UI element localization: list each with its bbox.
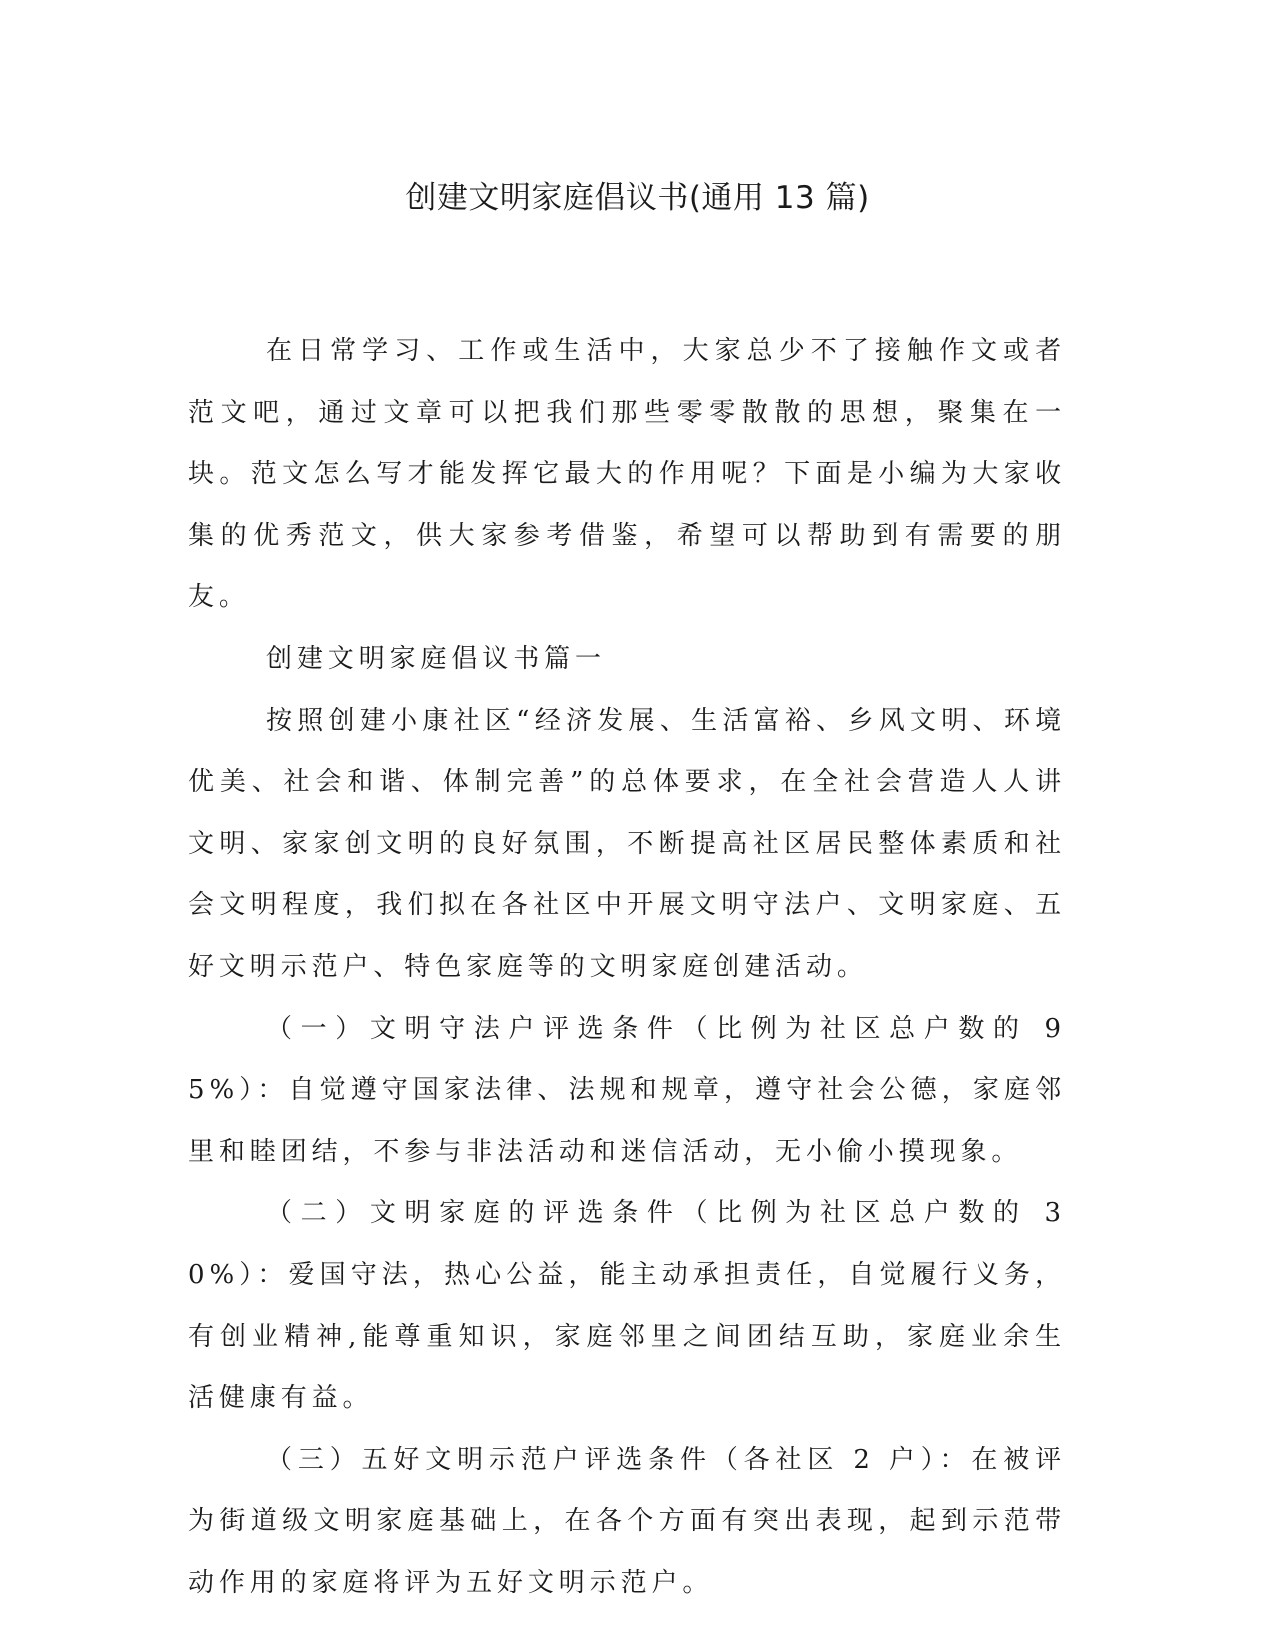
- document-title: 创建文明家庭倡议书(通用 13 篇): [405, 180, 870, 216]
- section-heading: 创建文明家庭倡议书篇一: [266, 643, 606, 674]
- condition-paragraph-3: （三）五好文明示范户评选条件（各社区 2 户）：在被评为街道级文明家庭基础上，在各个方面有突出表现，起到示范带动作用的家庭将评为五好文明示范户。: [188, 1444, 1066, 1598]
- document-body: [188, 321, 1066, 1614]
- condition-paragraph-2: （二）文明家庭的评选条件（比例为社区总户数的 30%）：爱国守法，热心公益，能主动承担责任，自觉履行义务，有创业精神,能尊重知识，家庭邻里之间团结互助，家庭业余生活健康有益。: [188, 1198, 1066, 1414]
- condition-paragraph-1: （一）文明守法户评选条件（比例为社区总户数的 95%）：自觉遵守国家法律、法规和规章，遵守社会公德，家庭邻里和睦团结，不参与非法活动和迷信活动，无小偷小摸现象。: [188, 1013, 1066, 1167]
- intro-paragraph: 在日常学习、工作或生活中，大家总少不了接触作文或者范文吧，通过文章可以把我们那些零零散散的思想，聚集在一块。范文怎么写才能发挥它最大的作用呢？下面是小编为大家收集的优秀范文，供大家参考借鉴，希望可以帮助到有需要的朋友。: [188, 336, 1066, 613]
- body-paragraph: 按照创建小康社区“经济发展、生活富裕、乡风文明、环境优美、社会和谐、体制完善”的总体要求，在全社会营造人人讲文明、家家创文明的良好氛围，不断提高社区居民整体素质和社会文明程度，我们拟在各社区中开展文明守法户、文明家庭、五好文明示范户、特色家庭等的文明家庭创建活动。: [188, 705, 1066, 982]
